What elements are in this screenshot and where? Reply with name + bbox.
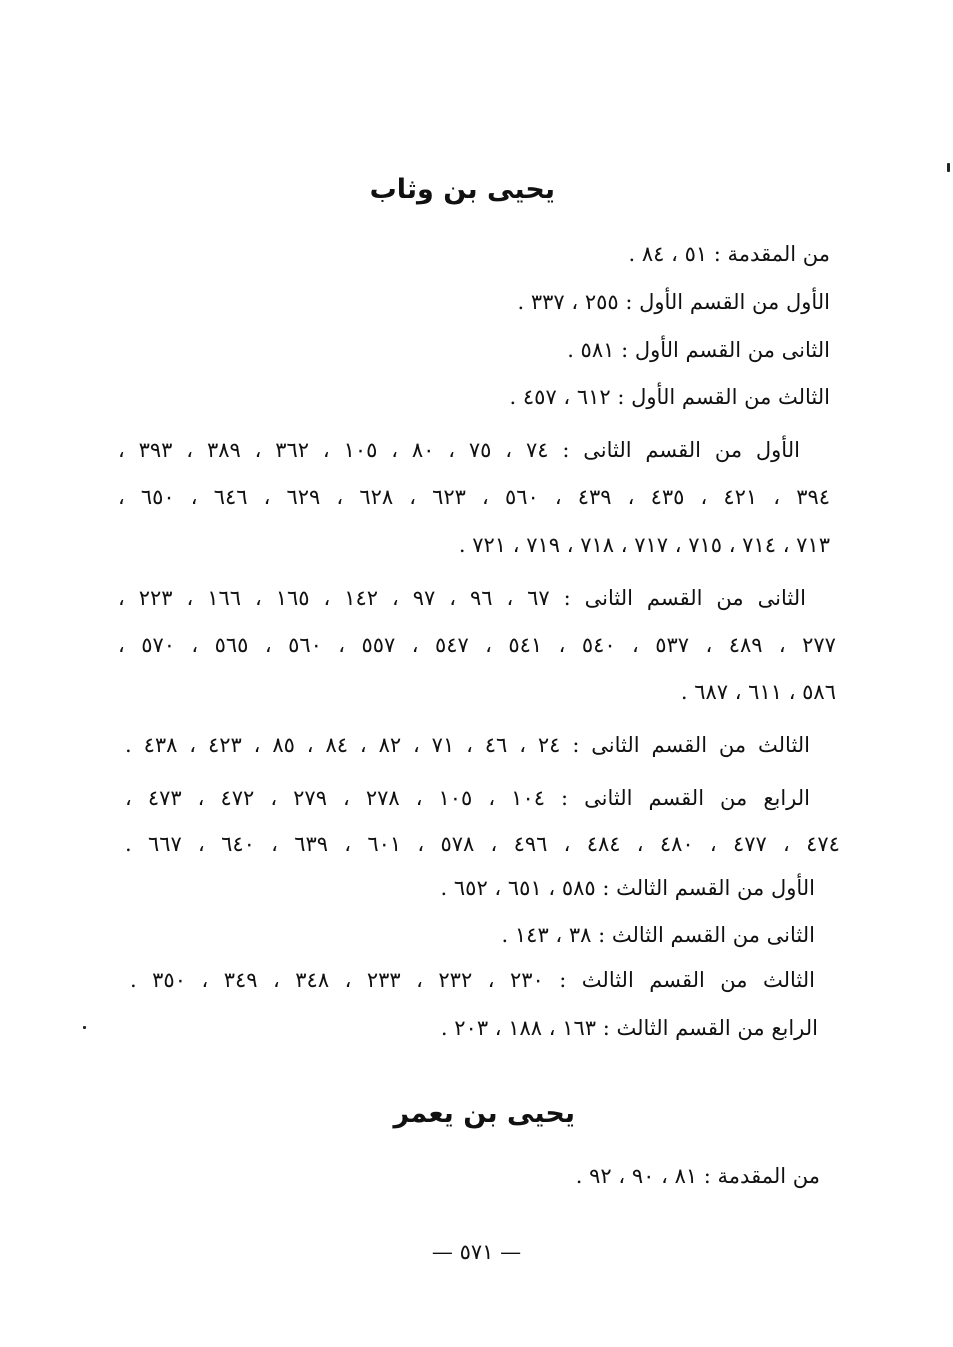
- index-line: ٧١٣ ، ٧١٤ ، ٧١٥ ، ٧١٧ ، ٧١٨ ، ٧١٩ ، ٧٢١ .: [458, 533, 830, 557]
- page-number: — ٥٧١ —: [431, 1240, 522, 1264]
- index-line: الرابع من القسم الثانى : ١٠٤ ، ١٠٥ ، ٢٧٨ ، ٢٧٩ ، ٤٧٢ ، ٤٧٣ ،: [125, 786, 810, 810]
- index-line: ٤٧٤ ، ٤٧٧ ، ٤٨٠ ، ٤٨٤ ، ٤٩٦ ، ٥٧٨ ، ٦٠١ ، ٦٣٩ ، ٦٤٠ ، ٦٦٧ .: [125, 832, 840, 856]
- scan-speck: [83, 1026, 86, 1029]
- index-line: ٣٩٤ ، ٤٢١ ، ٤٣٥ ، ٤٣٩ ، ٥٦٠ ، ٦٢٣ ، ٦٢٨ ، ٦٢٩ ، ٦٤٦ ، ٦٥٠ ،: [118, 485, 831, 509]
- index-line: من المقدمة : ٥١ ، ٨٤ .: [628, 242, 830, 266]
- index-line: الثانى من القسم الثانى : ٦٧ ، ٩٦ ، ٩٧ ، ١٤٢ ، ١٦٥ ، ١٦٦ ، ٢٢٣ ،: [118, 586, 806, 610]
- index-line: الثانى من القسم الأول : ٥٨١ .: [567, 338, 830, 362]
- index-line: الثانى من القسم الثالث : ٣٨ ، ١٤٣ .: [501, 923, 815, 947]
- section-heading-yahya-ibn-waththab: يحيى بن وثاب: [369, 174, 555, 205]
- index-line: الأول من القسم الثالث : ٥٨٥ ، ٦٥١ ، ٦٥٢ .: [440, 876, 815, 900]
- index-line: الثالث من القسم الأول : ٦١٢ ، ٤٥٧ .: [509, 385, 830, 409]
- section-heading-yahya-ibn-yamar: يحيى بن يعمر: [393, 1098, 575, 1129]
- index-line: من المقدمة : ٨١ ، ٩٠ ، ٩٢ .: [575, 1164, 820, 1188]
- index-line: الرابع من القسم الثالث : ١٦٣ ، ١٨٨ ، ٢٠٣ .: [440, 1016, 818, 1040]
- index-line: ٥٨٦ ، ٦١١ ، ٦٨٧ .: [680, 680, 836, 704]
- index-line: الثالث من القسم الثانى : ٢٤ ، ٤٦ ، ٧١ ، ٨٢ ، ٨٤ ، ٨٥ ، ٤٢٣ ، ٤٣٨ .: [125, 733, 811, 757]
- index-line: الأول من القسم الأول : ٢٥٥ ، ٣٣٧ .: [517, 290, 830, 314]
- scan-speck: [947, 163, 950, 172]
- index-line: الثالث من القسم الثالث : ٢٣٠ ، ٢٣٢ ، ٢٣٣ ، ٣٤٨ ، ٣٤٩ ، ٣٥٠ .: [130, 968, 815, 992]
- index-line: ٢٧٧ ، ٤٨٩ ، ٥٣٧ ، ٥٤٠ ، ٥٤١ ، ٥٤٧ ، ٥٥٧ ، ٥٦٠ ، ٥٦٥ ، ٥٧٠ ،: [118, 633, 836, 657]
- index-line: الأول من القسم الثانى : ٧٤ ، ٧٥ ، ٨٠ ، ١٠٥ ، ٣٦٢ ، ٣٨٩ ، ٣٩٣ ،: [118, 438, 800, 462]
